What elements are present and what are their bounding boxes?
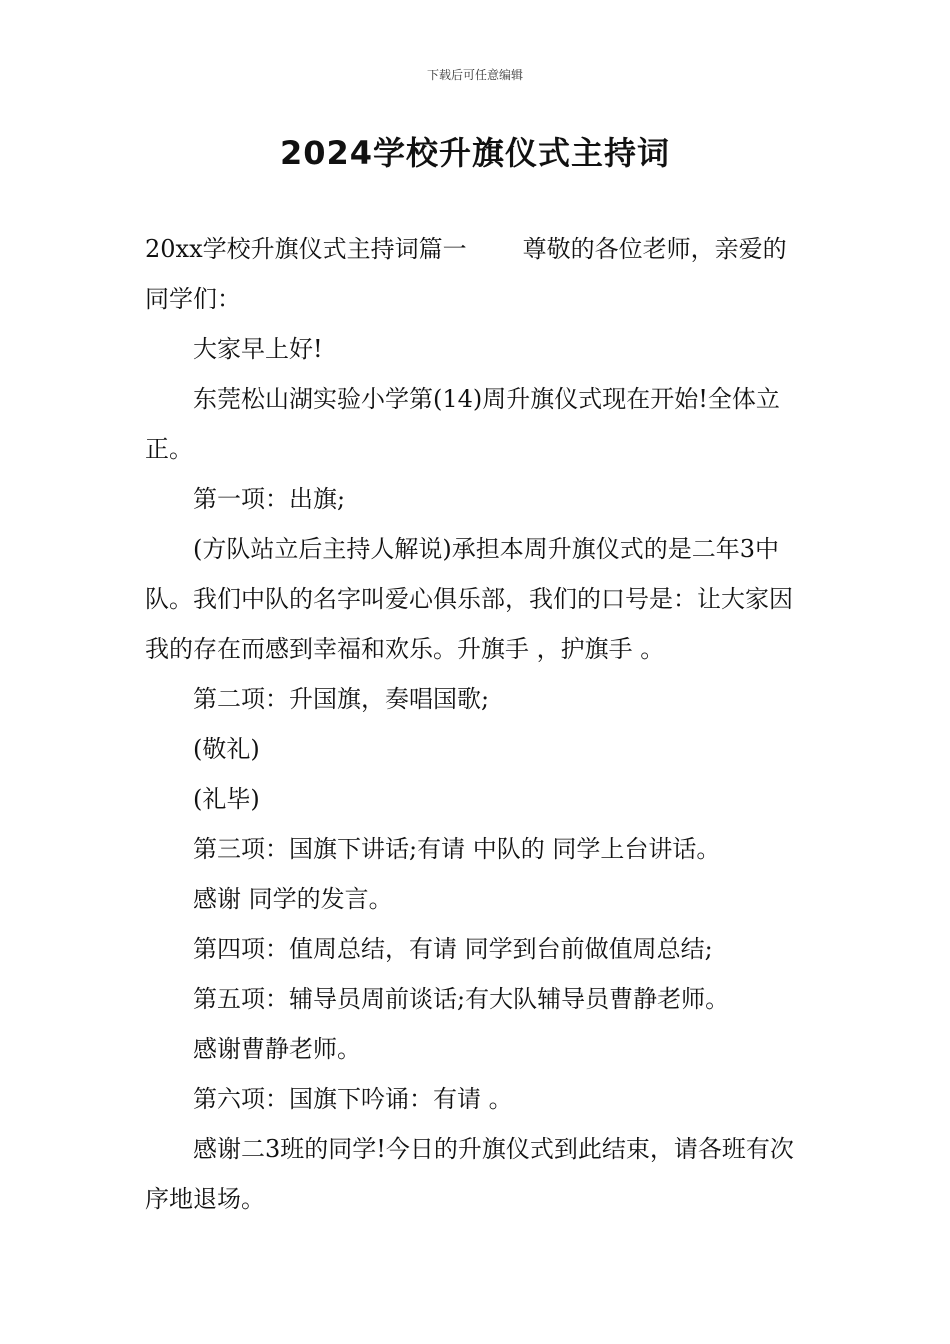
paragraph-salute-end: (礼毕) [193,785,260,813]
paragraph-item-3: 第三项：国旗下讲话;有请 中队的 同学上台讲话。 [193,835,721,863]
paragraph-item-6: 第六项：国旗下吟诵：有请 。 [193,1085,513,1113]
intro-heading: 20xx学校升旗仪式主持词篇一 [145,235,467,263]
intro-paragraph [145,224,810,324]
paragraph-thanks-teacher: 感谢曹静老师。 [193,1035,361,1063]
document-title: 2024学校升旗仪式主持词 [279,134,671,172]
paragraph-greeting: 大家早上好! [193,335,323,363]
paragraph-opening: 东莞松山湖实验小学第(14)周升旗仪式现在开始!全体立正。 [145,385,780,463]
document-body [145,224,810,1224]
paragraph-salute: (敬礼) [193,735,260,763]
intro-greeting: 尊敬的各位老师，亲爱的同学们： [145,235,787,313]
paragraph-item-4: 第四项：值周总结，有请 同学到台前做值周总结; [193,935,713,963]
paragraph-closing: 感谢二3班的同学!今日的升旗仪式到此结束，请各班有次序地退场。 [145,1135,794,1213]
paragraph-thanks-speech: 感谢 同学的发言。 [193,885,393,913]
paragraph-item-1: 第一项：出旗; [193,485,346,513]
paragraph-item-5: 第五项：辅导员周前谈话;有大队辅导员曹静老师。 [193,985,730,1013]
paragraph-item-2: 第二项：升国旗，奏唱国歌; [193,685,490,713]
paragraph-team-intro: (方队站立后主持人解说)承担本周升旗仪式的是二年3中队。我们中队的名字叫爱心俱乐部，我们的口号是：让大家因我的存在而感到幸福和欢乐。升旗手 ，护旗手 。 [145,535,793,663]
header-note: 下载后可任意编辑 [426,68,523,82]
